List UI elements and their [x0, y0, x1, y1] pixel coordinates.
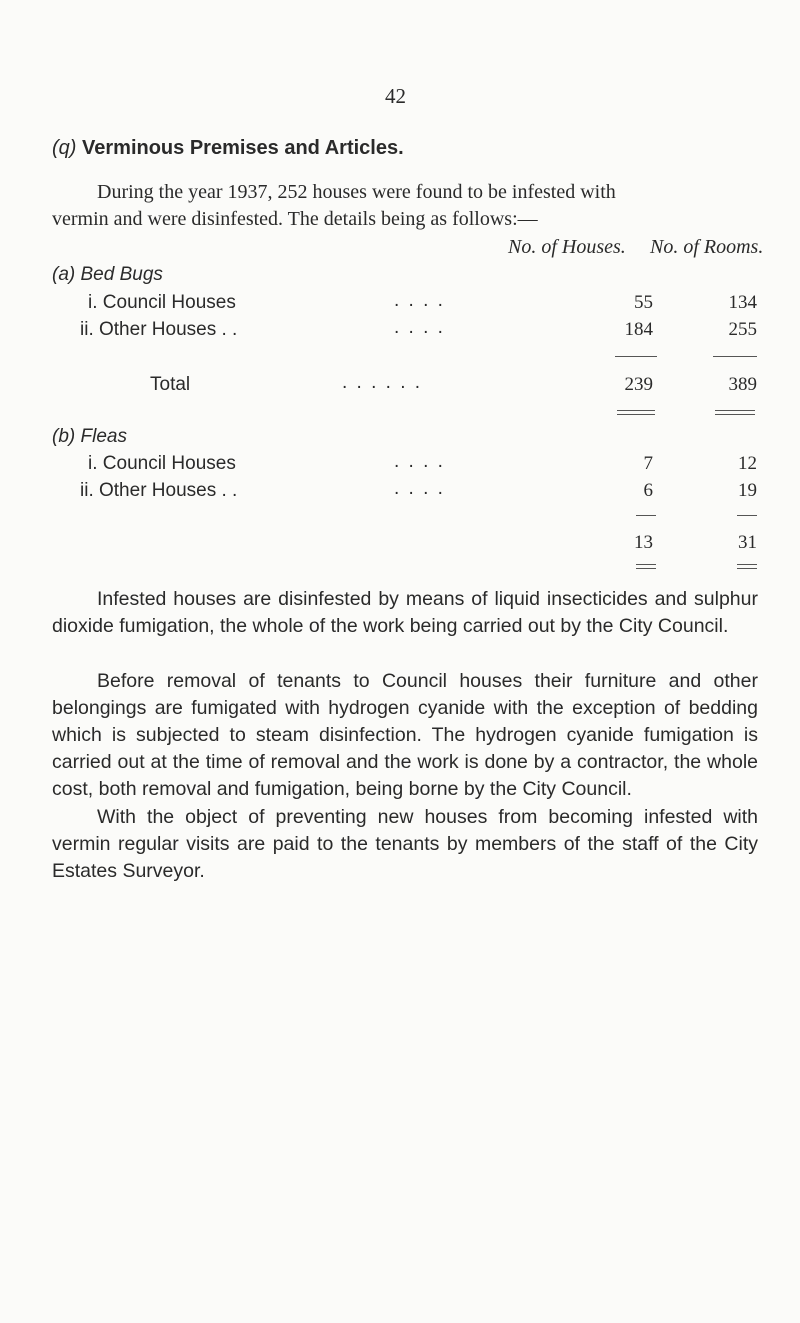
leader-dots: . . . .	[394, 478, 445, 499]
houses-value: 6	[643, 480, 653, 501]
section-label-bed-bugs: (a) Bed Bugs	[52, 264, 163, 285]
intro-line-2: vermin and were disinfested. The details being as follows:—	[52, 208, 538, 230]
paragraph: Infested houses are disinfested by means of liquid insecticides and sulphur dioxide fumigation, the whole of the work being carried out by the City Council.	[52, 588, 758, 637]
total-double-rule	[715, 410, 755, 415]
houses-total: 239	[624, 374, 653, 395]
subtotal-rule	[713, 356, 757, 357]
heading-title: Verminous Premises and Articles.	[82, 137, 404, 159]
column-header-houses: No. of Houses.	[508, 236, 626, 258]
subtotal-rule	[615, 356, 657, 357]
rooms-total: 389	[728, 374, 757, 395]
leader-dots: . . . .	[394, 290, 445, 311]
rooms-value: 19	[738, 480, 757, 501]
houses-value: 184	[624, 319, 653, 340]
leader-dots: . . . .	[394, 317, 445, 338]
houses-total: 13	[634, 532, 653, 553]
section-label-fleas: (b) Fleas	[52, 426, 127, 447]
row-label: i. Council Houses	[88, 292, 236, 313]
leader-dots: . . . .	[394, 451, 445, 472]
leader-dots: . . . . . .	[342, 372, 423, 393]
total-label: Total	[150, 374, 191, 395]
total-double-rule	[617, 410, 655, 415]
rooms-value: 134	[728, 292, 757, 313]
intro-line-1: During the year 1937, 252 houses were found to be infested with	[97, 181, 616, 203]
subtotal-rule	[636, 515, 656, 516]
section-heading	[52, 137, 404, 160]
subtotal-rule	[737, 515, 757, 516]
rooms-total: 31	[738, 532, 757, 553]
row-label: ii. Other Houses . .	[80, 319, 238, 340]
paragraph: With the object of preventing new houses from becoming infested with vermin regular visits are paid to the tenants by members of the staff of the City Estates Surveyor.	[52, 806, 758, 882]
row-label: ii. Other Houses . .	[80, 480, 238, 501]
rooms-value: 12	[738, 453, 757, 474]
page-number: 42	[385, 84, 406, 108]
column-header-rooms: No. of Rooms.	[650, 236, 764, 258]
row-label: i. Council Houses	[88, 453, 236, 474]
total-double-rule	[636, 564, 656, 569]
total-double-rule	[737, 564, 757, 569]
rooms-value: 255	[728, 319, 757, 340]
houses-value: 55	[634, 292, 653, 313]
heading-marker: (q)	[52, 137, 77, 159]
houses-value: 7	[643, 453, 653, 474]
paragraph: Before removal of tenants to Council houses their furniture and other belongings are fumigated with hydrogen cyanide with the exception of bedding which is subjected to steam disinfection. The hydrogen cyanide fumigation is carried out at the time of removal and the work is done by a contractor, the whole cost, both removal and fumigation, being borne by the City Council.	[52, 670, 758, 800]
